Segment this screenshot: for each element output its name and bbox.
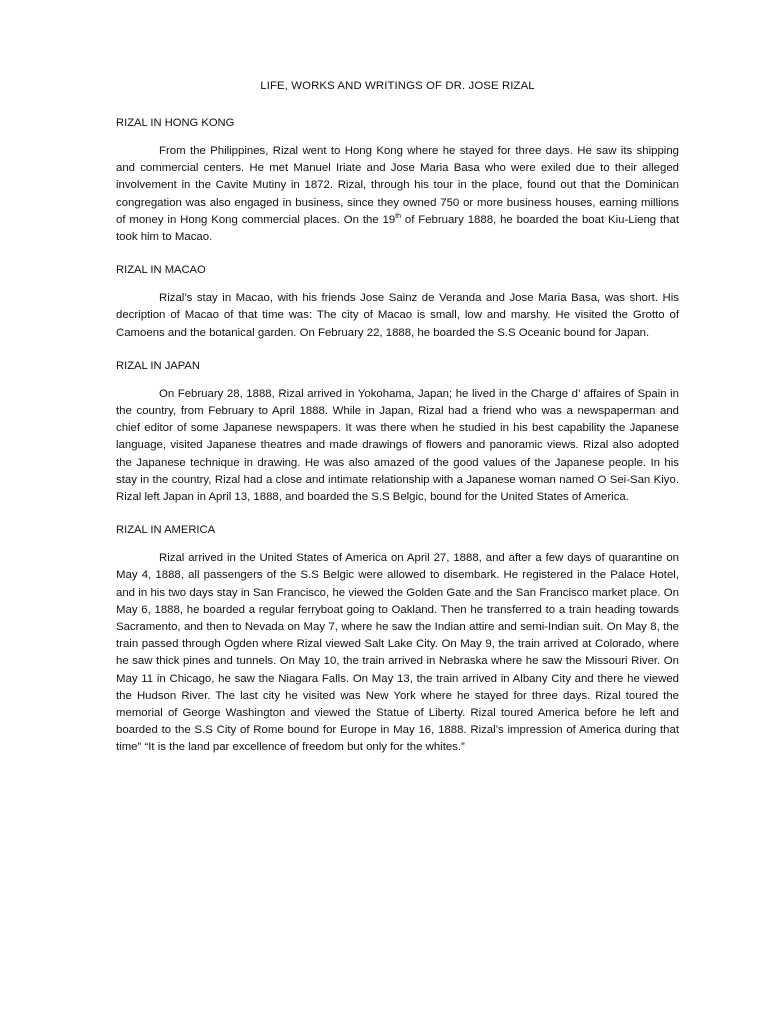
paragraph-hong-kong-text-1: From the Philippines, Rizal went to Hong Kong where he stayed for three days. He saw its shipping and commercial centers. He met Manuel Iriate and Jose Maria Basa who were exiled due to their alleged involvement in the Cavite Mutiny in 1872. Rizal, through his tour in the place, found out that the Dominican congregation was also engaged in business, since they owned 750 or more business houses, earning millions of money in Hong Kong commercial places. On the 19 (116, 145, 679, 226)
section-heading-macao: RIZAL IN MACAO (116, 264, 206, 277)
ordinal-suffix: th (395, 213, 402, 221)
paragraph-america: Rizal arrived in the United States of America on April 27, 1888, and after a few days of quarantine on May 4, 1888, all passengers of the S.S Belgic were allowed to disembark. He registered in the Palace Hotel, and in his two days stay in San Francisco, he viewed the Golden Gate and the San Francisco market place. On May 6, 1888, he boarded a regular ferryboat going to Oakland. Then he transferred to a train heading towards Sacramento, and then to Nevada on May 7, where he saw the Indian attire and semi-Indian suit. On May 8, the train passed through Ogden where Rizal viewed Salt Lake City. On May 9, the train arrived at Colorado, where he saw thick pines and tunnels. On May 10, the train arrived in Nebraska where he saw the Missouri River. On May 11 in Chicago, he saw the Niagara Falls. On May 13, the train arrived in Albany City and there he viewed the Hudson River. The last city he visited was New York where he stayed for three days. Rizal toured the memorial of George Washington and viewed the Statue of Liberty. Rizal toured America before he left and boarded to the S.S City of Rome bound for Europe in May 16, 1888. Rizal’s impression of America during that time” “It is the land par excellence of freedom but only for the whites.” (116, 552, 679, 754)
document-title: LIFE, WORKS AND WRITINGS OF DR. JOSE RIZAL (260, 80, 535, 92)
section-heading-america: RIZAL IN AMERICA (116, 524, 216, 537)
paragraph-japan: On February 28, 1888, Rizal arrived in Yokohama, Japan; he lived in the Charge d’ affaires of Spain in the country, from February to April 1888. While in Japan, Rizal had a friend who was a newspaperman and chief editor of some Japanese newspapers. It was there when he studied in his best capability the Japanese language, visited Japanese theatres and made drawings of flowers and panoramic views. Rizal also adopted the Japanese technique in drawing. He was also amazed of the good values of the Japanese people. In his stay in the country, Rizal had a close and intimate relationship with a Japanese woman named O Sei-San Kiyo. Rizal left Japan in April 13, 1888, and boarded the S.S Belgic, bound for the United States of America. (116, 387, 679, 504)
section-heading-japan: RIZAL IN JAPAN (116, 359, 200, 372)
paragraph-hong-kong-text-2: of February 1888, he boarded the boat Kiu-Lieng that took him to Macao. (116, 213, 679, 244)
paragraph-hong-kong (116, 143, 679, 246)
document-page (116, 78, 679, 773)
section-heading-hong-kong: RIZAL IN HONG KONG (116, 117, 235, 129)
paragraph-macao: Rizal’s stay in Macao, with his friends Jose Sainz de Veranda and Jose Maria Basa, was short. His decription of Macao of that time was: The city of Macao is small, low and marshy. He visited the Grotto of Camoens and the botanical garden. On February 22, 1888, he boarded the S.S Oceanic bound for Japan. (116, 292, 679, 339)
